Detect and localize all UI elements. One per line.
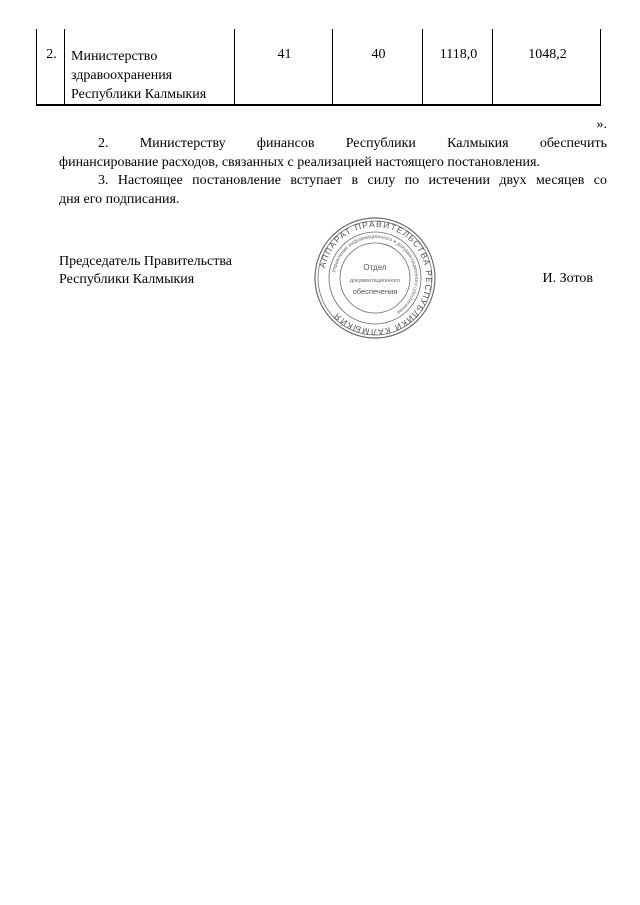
svg-text:Управление информационного и д	[331, 234, 419, 315]
paragraph-2-first-line	[59, 135, 607, 154]
word: 3.	[98, 173, 109, 188]
row-number: 2.	[37, 29, 65, 105]
word: по	[404, 173, 420, 188]
word: со	[593, 173, 607, 188]
ministry-name-line-1: Министерство	[71, 49, 158, 64]
word: Республики	[345, 136, 416, 151]
stamp-center-line-2: документационного	[349, 278, 401, 284]
word: силу	[367, 173, 396, 188]
stamp-outer-text: АППАРАТ ПРАВИТЕЛЬСТВА РЕСПУБЛИКИ КАЛМЫКИЯ	[317, 218, 435, 338]
word: Калмыкия	[447, 136, 509, 151]
ministry-name-line-2: здравоохранения	[71, 68, 173, 83]
word: истечении	[428, 173, 490, 188]
signatory-name: И. Зотов	[542, 271, 593, 286]
word: двух	[499, 173, 527, 188]
row-col4-value: 40	[333, 29, 423, 105]
word: Настоящее	[117, 173, 183, 188]
word: обеспечить	[539, 136, 607, 151]
table-row	[37, 29, 601, 105]
signatory-title-line-1: Председатель Правительства	[59, 254, 232, 269]
word: постановление	[192, 173, 282, 188]
row-col3-value: 41	[235, 29, 333, 105]
paragraph-2-rest: финансирование расходов, связанных с реализацией настоящего постановления.	[59, 154, 540, 170]
stamp-center-line-3: обеспечения	[352, 287, 398, 296]
word: месяцев	[535, 173, 585, 188]
paragraph-2	[59, 135, 607, 172]
row-col5-value: 1118,0	[423, 29, 493, 105]
word: Министерству	[139, 136, 226, 151]
row-col6-value: 1048,2	[493, 29, 601, 105]
word: 2.	[98, 136, 109, 151]
word: финансов	[256, 136, 315, 151]
row-ministry-name	[65, 29, 235, 105]
closing-quote-mark: ».	[596, 117, 607, 132]
signatory-title-line-2: Республики Калмыкия	[59, 272, 195, 287]
word: в	[351, 173, 359, 188]
word: вступает	[290, 173, 343, 188]
allocation-table	[36, 29, 601, 106]
paragraph-3-rest: дня его подписания.	[59, 191, 180, 207]
stamp-inner-text: Управление информационного и документационного обеспечения	[331, 233, 420, 316]
paragraph-3	[59, 172, 607, 209]
signatory-title	[59, 253, 232, 289]
ministry-name-line-3: Республики Калмыкия	[71, 87, 207, 102]
official-seal-stamp	[313, 216, 437, 340]
paragraph-3-first-line	[59, 172, 607, 191]
stamp-center-line-1: Отдел	[363, 263, 387, 272]
